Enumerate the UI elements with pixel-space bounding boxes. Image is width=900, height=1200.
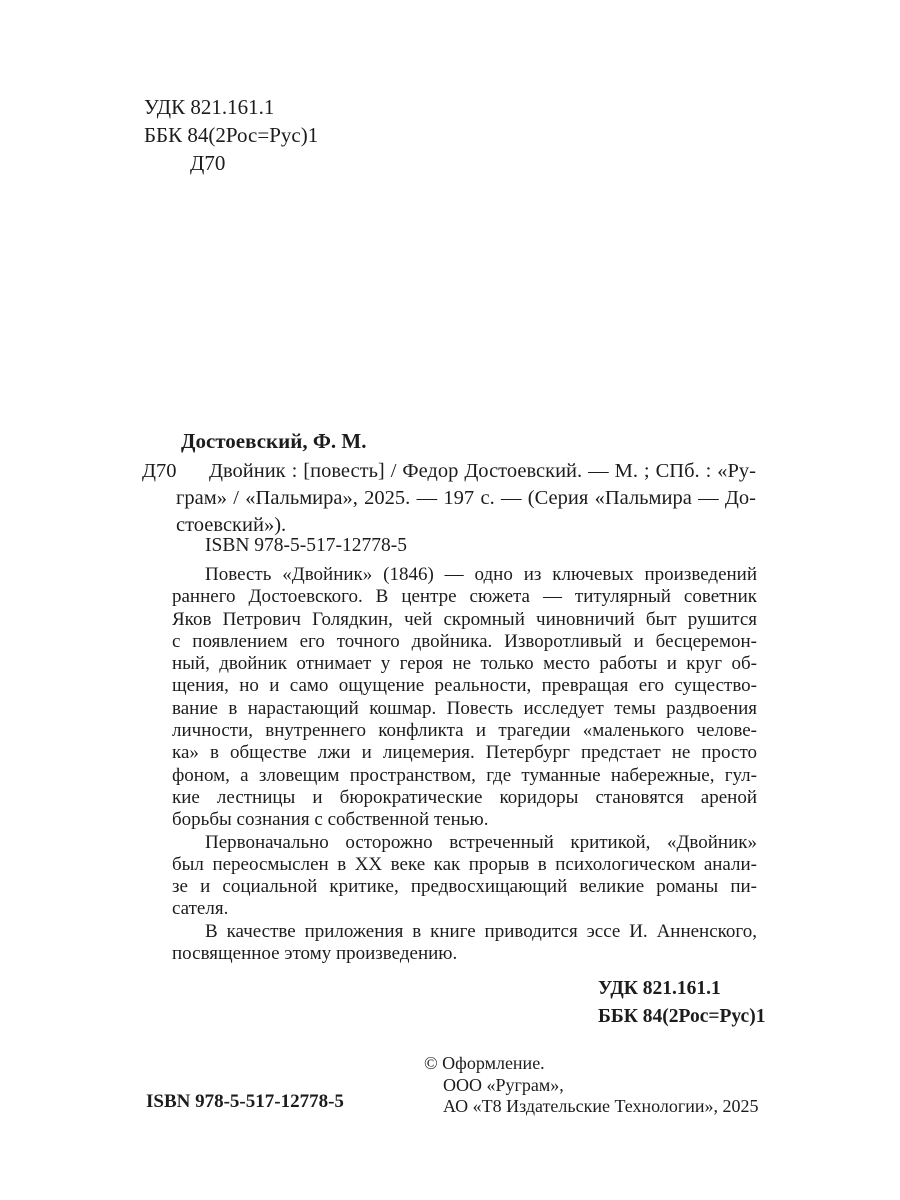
catalog-entry-line: Двойник : [повесть] / Федор Достоевский. — М. ; СПб. : «Ру-: [209, 460, 756, 482]
bbk-code-right: ББК 84(2Рос=Рус)1: [598, 1006, 766, 1027]
catalog-entry-line: стоевский»).: [176, 514, 287, 536]
copyright-printer-line: АО «Т8 Издательские Технологии», 2025: [443, 1096, 759, 1116]
annotation-line: кие лестницы и бюрократические коридоры становятся ареной: [172, 786, 757, 808]
isbn-bottom: ISBN 978-5-517-12778-5: [146, 1091, 344, 1112]
annotation-line: Повесть «Двойник» (1846) — одно из ключевых произведений: [205, 564, 757, 585]
annotation-line: фоном, а зловещим пространством, где туманные набережные, гул-: [172, 764, 757, 786]
annotation-line: раннего Достоевского. В центре сюжета — титулярный советник: [172, 586, 757, 608]
author-sign-code: Д70: [190, 151, 226, 175]
copyright-design-line: © Оформление.: [424, 1053, 545, 1073]
copyright-block: [424, 1053, 759, 1118]
annotation-line: В качестве приложения в книге приводится эссе И. Анненского,: [205, 920, 757, 942]
annotation-block: [172, 564, 757, 965]
udk-code-right: УДК 821.161.1: [598, 978, 721, 999]
top-codes-block: [144, 93, 318, 177]
isbn-catalog: ISBN 978-5-517-12778-5: [205, 535, 408, 556]
annotation-line: ный, двойник отнимает у героя не только место работы и круг об-: [172, 653, 757, 675]
annotation-line: Первоначально осторожно встреченный критикой, «Двойник»: [205, 831, 757, 853]
annotation-line: с появлением его точного двойника. Изворотливый и бесцеремон-: [172, 630, 757, 652]
annotation-line: посвященное этому произведению.: [172, 943, 458, 965]
annotation-line: был переосмыслен в XX веке как прорыв в психологическом анали-: [172, 853, 757, 875]
author-heading: Достоевский, Ф. М.: [181, 429, 367, 453]
annotation-line: личности, внутреннего конфликта и трагедии «маленького челове-: [172, 720, 757, 742]
copyright-publisher-line: ООО «Руграм»,: [443, 1074, 564, 1095]
codes-right-block: [598, 975, 765, 1031]
annotation-line: ка» в обществе лжи и лицемерия. Петербург предстает не просто: [172, 742, 757, 764]
annotation-line: вание в нарастающий кошмар. Повесть исследует темы раздвоения: [172, 697, 757, 719]
annotation-line: щения, но и само ощущение реальности, превращая его существо-: [172, 675, 757, 697]
annotation-line: борьбы сознания с собственной тенью.: [172, 809, 489, 831]
annotation-line: зе и социальной критике, предвосхищающий великие романы пи-: [172, 876, 757, 898]
catalog-entry-label: Д70: [142, 460, 177, 482]
catalog-entry-line: грам» / «Пальмира», 2025. — 197 с. — (Серия «Пальмира — До-: [176, 487, 756, 509]
annotation-line: Яков Петрович Голядкин, чей скромный чиновничий быт рушится: [172, 608, 757, 630]
udk-code: УДК 821.161.1: [144, 95, 275, 119]
bbk-code: ББК 84(2Рос=Рус)1: [144, 123, 319, 147]
catalog-entry: [176, 458, 756, 539]
annotation-line: сателя.: [172, 898, 229, 920]
